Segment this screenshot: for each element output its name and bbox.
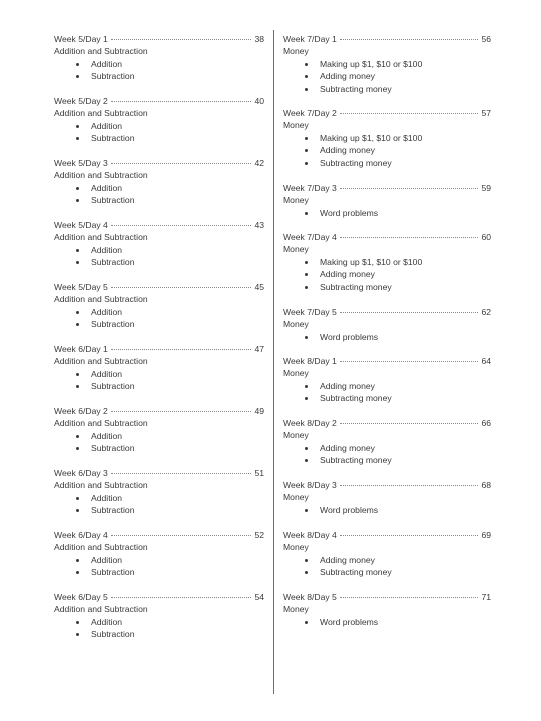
toc-page-number: 54 xyxy=(254,592,264,602)
toc-entry-subject: Addition and Subtraction xyxy=(54,356,148,367)
toc-entry-title: Week 7/Day 3 xyxy=(283,183,337,193)
toc-page-number: 40 xyxy=(254,96,264,106)
toc-entry-subject: Addition and Subtraction xyxy=(54,418,148,429)
toc-entry-item: Addition xyxy=(54,368,264,380)
toc-entry-title: Week 8/Day 4 xyxy=(283,530,337,540)
toc-entry-heading xyxy=(283,182,491,194)
toc-entry-heading xyxy=(54,529,264,541)
toc-entry-item: Adding money xyxy=(283,442,491,454)
dot-leader xyxy=(111,410,252,412)
dot-leader xyxy=(340,236,479,238)
toc-entry-item: Word problems xyxy=(283,207,491,219)
toc-entry-item: Subtracting money xyxy=(283,392,491,404)
toc-entry-item: Making up $1, $10 or $100 xyxy=(283,58,491,70)
toc-entry xyxy=(54,281,264,331)
toc-entry-title: Week 7/Day 1 xyxy=(283,34,337,44)
toc-entry xyxy=(54,529,264,579)
toc-entry-title: Week 5/Day 5 xyxy=(54,282,108,292)
toc-entry-title: Week 6/Day 3 xyxy=(54,468,108,478)
toc-entry-subject: Money xyxy=(283,319,309,330)
toc-entry xyxy=(54,33,264,83)
toc-page-number: 38 xyxy=(254,34,264,44)
toc-entry-item: Making up $1, $10 or $100 xyxy=(283,132,491,144)
toc-page-number: 57 xyxy=(481,108,491,118)
toc-page-number: 42 xyxy=(254,158,264,168)
toc-entry xyxy=(283,479,491,516)
toc-entry-item: Subtraction xyxy=(54,132,264,144)
toc-page-number: 71 xyxy=(481,592,491,602)
dot-leader xyxy=(111,224,252,226)
toc-entry-item: Subtracting money xyxy=(283,157,491,169)
toc-entry-item: Subtraction xyxy=(54,504,264,516)
toc-entry-item: Making up $1, $10 or $100 xyxy=(283,256,491,268)
toc-entry-subject: Addition and Subtraction xyxy=(54,108,148,119)
toc-entry-item: Adding money xyxy=(283,268,491,280)
toc-page-number: 69 xyxy=(481,530,491,540)
toc-entry-subject: Money xyxy=(283,120,309,131)
toc-entry xyxy=(283,417,491,467)
toc-entry-heading xyxy=(283,479,491,491)
toc-entry-heading xyxy=(283,591,491,603)
toc-entry-item: Word problems xyxy=(283,331,491,343)
toc-entry-title: Week 7/Day 5 xyxy=(283,307,337,317)
toc-entry xyxy=(283,231,491,293)
dot-leader xyxy=(340,596,479,598)
toc-page-number: 66 xyxy=(481,418,491,428)
toc-entry-title: Week 8/Day 2 xyxy=(283,418,337,428)
toc-entry-heading xyxy=(283,33,491,45)
toc-page-number: 52 xyxy=(254,530,264,540)
toc-entry-item: Subtraction xyxy=(54,194,264,206)
toc-entry-heading xyxy=(54,343,264,355)
toc-page-number: 68 xyxy=(481,480,491,490)
toc-entry-subject: Addition and Subtraction xyxy=(54,480,148,491)
toc-page-number: 56 xyxy=(481,34,491,44)
toc-page-number: 45 xyxy=(254,282,264,292)
toc-entry xyxy=(54,219,264,269)
toc-entry-heading xyxy=(54,405,264,417)
toc-entry-title: Week 6/Day 1 xyxy=(54,344,108,354)
toc-entry-item: Subtraction xyxy=(54,566,264,578)
toc-entry-title: Week 6/Day 4 xyxy=(54,530,108,540)
toc-entry xyxy=(54,591,264,641)
toc-entry-item: Subtraction xyxy=(54,380,264,392)
dot-leader xyxy=(340,187,479,189)
dot-leader xyxy=(111,596,252,598)
toc-entry-title: Week 6/Day 5 xyxy=(54,592,108,602)
dot-leader xyxy=(111,100,252,102)
toc-entry-subject: Money xyxy=(283,542,309,553)
dot-leader xyxy=(340,484,479,486)
toc-entry-subject: Money xyxy=(283,492,309,503)
toc-entry xyxy=(54,343,264,393)
toc-entry-item: Addition xyxy=(54,306,264,318)
toc-page-number: 62 xyxy=(481,307,491,317)
toc-entry-item: Subtraction xyxy=(54,442,264,454)
toc-entry-item: Subtracting money xyxy=(283,454,491,466)
toc-entry-title: Week 7/Day 2 xyxy=(283,108,337,118)
toc-entry-subject: Money xyxy=(283,430,309,441)
toc-entry-heading xyxy=(54,219,264,231)
toc-entry-item: Subtracting money xyxy=(283,566,491,578)
toc-entry xyxy=(283,33,491,95)
toc-page-number: 51 xyxy=(254,468,264,478)
toc-entry-title: Week 5/Day 4 xyxy=(54,220,108,230)
dot-leader xyxy=(111,534,252,536)
toc-entry-item: Subtraction xyxy=(54,318,264,330)
toc-entry-item: Adding money xyxy=(283,380,491,392)
toc-entry xyxy=(54,467,264,517)
toc-entry-subject: Money xyxy=(283,195,309,206)
toc-entry-item: Word problems xyxy=(283,616,491,628)
column-divider xyxy=(273,30,274,694)
toc-entry-item: Addition xyxy=(54,554,264,566)
toc-entry xyxy=(283,591,491,628)
toc-entry-item: Subtraction xyxy=(54,628,264,640)
toc-entry-item: Subtraction xyxy=(54,256,264,268)
toc-entry-heading xyxy=(54,33,264,45)
toc-entry xyxy=(283,182,491,219)
toc-entry-item: Addition xyxy=(54,616,264,628)
toc-entry-title: Week 8/Day 5 xyxy=(283,592,337,602)
toc-entry-subject: Addition and Subtraction xyxy=(54,294,148,305)
toc-page-number: 43 xyxy=(254,220,264,230)
dot-leader xyxy=(340,360,479,362)
toc-entry-subject: Money xyxy=(283,244,309,255)
toc-entry xyxy=(54,157,264,207)
toc-entry-heading xyxy=(283,231,491,243)
toc-entry-title: Week 6/Day 2 xyxy=(54,406,108,416)
toc-entry-item: Addition xyxy=(54,120,264,132)
dot-leader xyxy=(111,348,252,350)
toc-entry-title: Week 8/Day 1 xyxy=(283,356,337,366)
toc-entry xyxy=(283,306,491,343)
toc-entry-subject: Money xyxy=(283,604,309,615)
toc-entry-item: Adding money xyxy=(283,70,491,82)
toc-entry-item: Addition xyxy=(54,58,264,70)
toc-page-number: 47 xyxy=(254,344,264,354)
dot-leader xyxy=(340,311,479,313)
dot-leader xyxy=(340,422,479,424)
toc-page-number: 59 xyxy=(481,183,491,193)
toc-entry-item: Addition xyxy=(54,244,264,256)
toc-entry-item: Adding money xyxy=(283,144,491,156)
toc-entry-subject: Addition and Subtraction xyxy=(54,232,148,243)
toc-page-number: 64 xyxy=(481,356,491,366)
toc-entry-item: Subtracting money xyxy=(283,83,491,95)
toc-entry-item: Subtraction xyxy=(54,70,264,82)
toc-entry-subject: Addition and Subtraction xyxy=(54,46,148,57)
toc-entry-subject: Money xyxy=(283,368,309,379)
toc-entry-heading xyxy=(283,107,491,119)
toc-entry-item: Addition xyxy=(54,182,264,194)
toc-entry-heading xyxy=(54,157,264,169)
toc-entry-subject: Addition and Subtraction xyxy=(54,604,148,615)
dot-leader xyxy=(111,286,252,288)
toc-entry-title: Week 5/Day 1 xyxy=(54,34,108,44)
dot-leader xyxy=(340,38,479,40)
toc-entry-subject: Money xyxy=(283,46,309,57)
toc-entry-heading xyxy=(54,95,264,107)
toc-entry-heading xyxy=(283,355,491,367)
dot-leader xyxy=(340,534,479,536)
toc-entry xyxy=(283,529,491,579)
toc-entry-item: Addition xyxy=(54,430,264,442)
toc-entry-subject: Addition and Subtraction xyxy=(54,170,148,181)
toc-entry xyxy=(54,95,264,145)
toc-page-number: 49 xyxy=(254,406,264,416)
toc-entry-heading xyxy=(54,591,264,603)
toc-entry-heading xyxy=(283,417,491,429)
toc-entry xyxy=(283,107,491,169)
toc-entry-item: Subtracting money xyxy=(283,281,491,293)
toc-entry-heading xyxy=(283,306,491,318)
toc-entry-subject: Addition and Subtraction xyxy=(54,542,148,553)
dot-leader xyxy=(340,112,479,114)
toc-page-number: 60 xyxy=(481,232,491,242)
toc-entry xyxy=(283,355,491,405)
toc-entry-heading xyxy=(54,281,264,293)
toc-entry xyxy=(54,405,264,455)
toc-entry-item: Adding money xyxy=(283,554,491,566)
toc-entry-item: Addition xyxy=(54,492,264,504)
toc-entry-heading xyxy=(283,529,491,541)
toc-entry-title: Week 8/Day 3 xyxy=(283,480,337,490)
toc-entry-title: Week 5/Day 2 xyxy=(54,96,108,106)
toc-entry-title: Week 7/Day 4 xyxy=(283,232,337,242)
dot-leader xyxy=(111,38,252,40)
toc-entry-heading xyxy=(54,467,264,479)
toc-entry-title: Week 5/Day 3 xyxy=(54,158,108,168)
toc-entry-item: Word problems xyxy=(283,504,491,516)
dot-leader xyxy=(111,162,252,164)
dot-leader xyxy=(111,472,252,474)
